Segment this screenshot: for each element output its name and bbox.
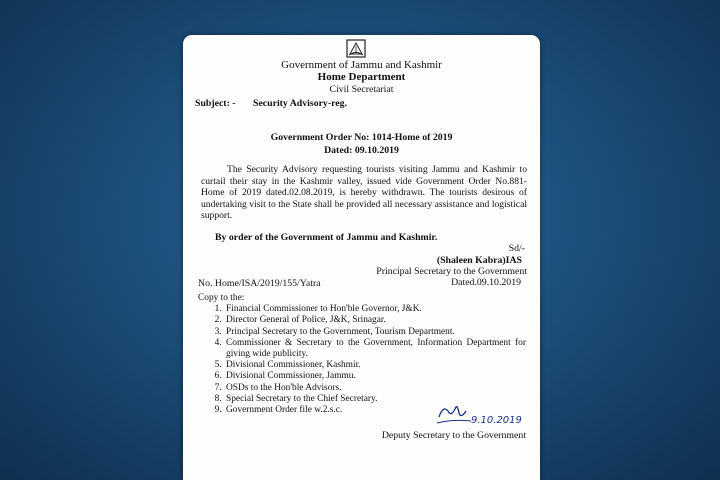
- state-emblem-icon: [345, 39, 367, 59]
- list-item: 4. Commissioner & Secretary to the Government, Information Department for giving wide publicity.: [224, 338, 526, 360]
- handwritten-date: 9.10.2019: [471, 415, 522, 426]
- department-title: Home Department: [317, 71, 406, 83]
- list-item: 2. Director General of Police, J&K, Srinagar.: [224, 315, 526, 326]
- government-order-document: [183, 35, 540, 480]
- order-body-paragraph: The Security Advisory requesting tourists visiting Jammu and Kashmir to curtail their stay in the Kashmir valley, issued vide Government Order No.881-Home of 2019 dated.02.08.2019, is hereby withdrawn. The tourists desirous of undertaking visit to the State shall be provided all necessary assistance and logistical support.: [201, 164, 527, 221]
- reference-number: No. Home/ISA/2019/155/Yatra: [198, 278, 321, 289]
- deputy-secretary-line: Deputy Secretary to the Government: [381, 430, 526, 441]
- copy-to-heading: Copy to the:: [198, 293, 245, 303]
- list-item: 6. Divisional Commissioner, Jammu.: [224, 371, 526, 382]
- subject-text: Security Advisory-reg.: [253, 98, 347, 109]
- office-title: Civil Secretariat: [329, 84, 394, 95]
- list-item: 3. Principal Secretary to the Government, Tourism Department.: [224, 327, 526, 338]
- signatory-designation: Principal Secretary to the Government: [376, 266, 527, 277]
- list-item: 7. OSDs to the Hon'ble Advisors.: [224, 383, 526, 394]
- list-item: 9. Government Order file w.2.s.c.: [224, 405, 526, 416]
- order-number: Government Order No: 1014-Home of 2019: [270, 132, 453, 143]
- handwritten-signature: [433, 397, 523, 431]
- order-date: Dated: 09.10.2019: [324, 145, 399, 156]
- list-item: 1. Financial Commissioner to Hon'ble Governor, J&K.: [224, 304, 526, 315]
- signatory-dated: Dated.09.10.2019: [451, 277, 521, 288]
- by-order-line: By order of the Government of Jammu and Kashmir.: [215, 232, 438, 243]
- sd-mark: Sd/-: [508, 243, 525, 254]
- signatory-name: (Shaleen Kabra)IAS: [436, 255, 522, 266]
- list-item: 8. Special Secretary to the Chief Secretary.: [224, 394, 526, 405]
- government-title: Government of Jammu and Kashmir: [281, 59, 442, 71]
- list-item: 5. Divisional Commissioner, Kashmir.: [224, 360, 526, 371]
- subject-label: Subject: -: [195, 98, 236, 109]
